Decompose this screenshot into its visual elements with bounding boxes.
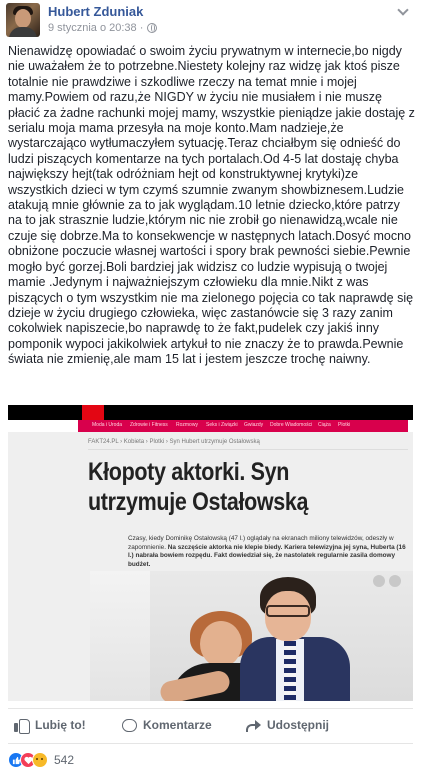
article-breadcrumb: FAKT24.PL › Kobieta › Plotki › Syn Hubert utrzymuje Ostałowską xyxy=(88,439,260,445)
shared-article-image[interactable] xyxy=(8,405,413,701)
avatar-body xyxy=(9,27,37,37)
boy-tie xyxy=(284,641,296,701)
globe-icon[interactable] xyxy=(147,23,157,33)
nav-item: Ciąża xyxy=(318,422,331,428)
author-name[interactable]: Hubert Zduniak xyxy=(48,4,144,19)
article-headline: Kłopoty aktorki. Syn utrzymuje Ostałowską xyxy=(88,458,309,516)
post-header xyxy=(0,0,421,42)
post-actions xyxy=(0,709,421,741)
nav-item: Gwiazdy xyxy=(244,422,264,428)
like-button[interactable] xyxy=(14,717,86,733)
reactions-count[interactable]: 542 xyxy=(54,753,75,767)
share-icon xyxy=(246,719,261,731)
reactions-divider xyxy=(8,743,413,744)
comment-icon xyxy=(122,719,137,732)
thumbs-up-icon xyxy=(14,718,29,732)
sad-reaction-icon xyxy=(32,752,48,768)
nav-item: Moda i Uroda xyxy=(92,422,123,428)
nav-item: Zdrowie i Fitness xyxy=(130,422,168,428)
comment-button[interactable] xyxy=(122,717,212,733)
boy-glasses xyxy=(266,605,310,617)
twitter-share-icon xyxy=(389,575,401,587)
nav-item: Plotki xyxy=(338,422,351,428)
article-lead xyxy=(128,535,413,569)
chevron-down-icon[interactable] xyxy=(394,5,412,19)
article-lead-2: Na szczęście aktorka nie klepie biedy. Kariera telewizyjna jej syna, Huberta (16 l.) nabrała bowiem rozpędu. xyxy=(128,543,406,560)
fakt-nav-strip xyxy=(78,420,408,432)
post-meta xyxy=(48,22,157,34)
breadcrumb-divider xyxy=(88,449,408,450)
photo-side-panel xyxy=(90,571,150,701)
share-label: Udostępnij xyxy=(267,718,329,732)
like-label: Lubię to! xyxy=(35,718,86,732)
fakt-navbar xyxy=(8,420,413,432)
post-text: Nienawidzę opowiadać o swoim życiu prywatnym w internecie,bo nigdy nie uważałem że to potrzebne.Niestety kolejny raz widzę jak ktoś pisze totalnie nie prawdziwe i szkodliwe rzeczy na temat mnie i mojej mamy.Powiem od razu,że NIGDY w życiu nie musiałem i nie muszę płacić za żadne rachunki mojej mamy, wszystkie pieniądze jakie dostaję z serialu moja mama przesyła na moje konto.Mam nadzieje,że wystarczająco wytłumaczyłem sytuację.Teraz chciałbym się odnieść do ludzi piszących komentarze na tych portalach.Od 4-5 lat dostaję chyba największy hejt(tak odróżniam hejt od konstruktywnej krytyki)ze wszystkich dzieci w tym czymś szumnie zwanym showbiznesem.Ludzie atakują mnie głównie za to jak wyglądam.10 letnie dziecko,które patrzy na to jak strasznie ludzie,którym nic nie zrobił go nienawidzą,wcale nie czuje się dobrze.Ma to konsekwencje w następnych latach.Dosyć mocno obniżone poczucie własnej wartości i spory brak pewności siebie.Pewnie mogło być gorzej.Boli bardziej jak widzisz co ludzie wypisują o twojej mamie .Jedynym i najważniejszym człowieku dla mnie.Nikt z was piszących o tym wszystkim nie ma zielonego pojęcia co tak naprawdę się dzieje w życiu drugiego człowieka, więc zastanówcie się 3 razy zanim cokolwiek napiszecie,bo naprawdę to że fakt,pudelek czy jakiś inny pomponik wypoci jakikolwiek artykuł to nie znaczy że to prawda.Pewnie świata nie zmienię,ale mam 15 lat i jestem jeszcze trochę naiwny. xyxy=(8,44,415,367)
article-photo xyxy=(90,571,413,701)
fakt-topbar xyxy=(8,405,413,420)
woman-face xyxy=(200,621,242,667)
article-lead-1: Czasy, kiedy Dominikę Ostałowską (47 l.) oglądały na ekranach miliony telewidzów, odeszły w zapomnienie. xyxy=(128,535,394,551)
nav-item: Rozmowy xyxy=(176,422,198,428)
article-lead-3: Fakt dowiedział się, że nastolatek regularnie zasila domowy budżet. xyxy=(128,552,396,568)
post-timestamp[interactable]: 9 stycznia o 20:38 · xyxy=(48,22,144,34)
author-avatar[interactable] xyxy=(6,3,40,37)
avatar-face xyxy=(15,9,31,28)
nav-item: Seks i Związki xyxy=(206,422,238,428)
facebook-share-icon xyxy=(373,575,385,587)
comment-label: Komentarze xyxy=(143,718,212,732)
reactions-summary[interactable] xyxy=(8,751,74,769)
fakt-logo xyxy=(82,405,104,420)
nav-item: Dobre Wiadomości xyxy=(270,422,313,428)
share-button[interactable] xyxy=(246,717,329,733)
